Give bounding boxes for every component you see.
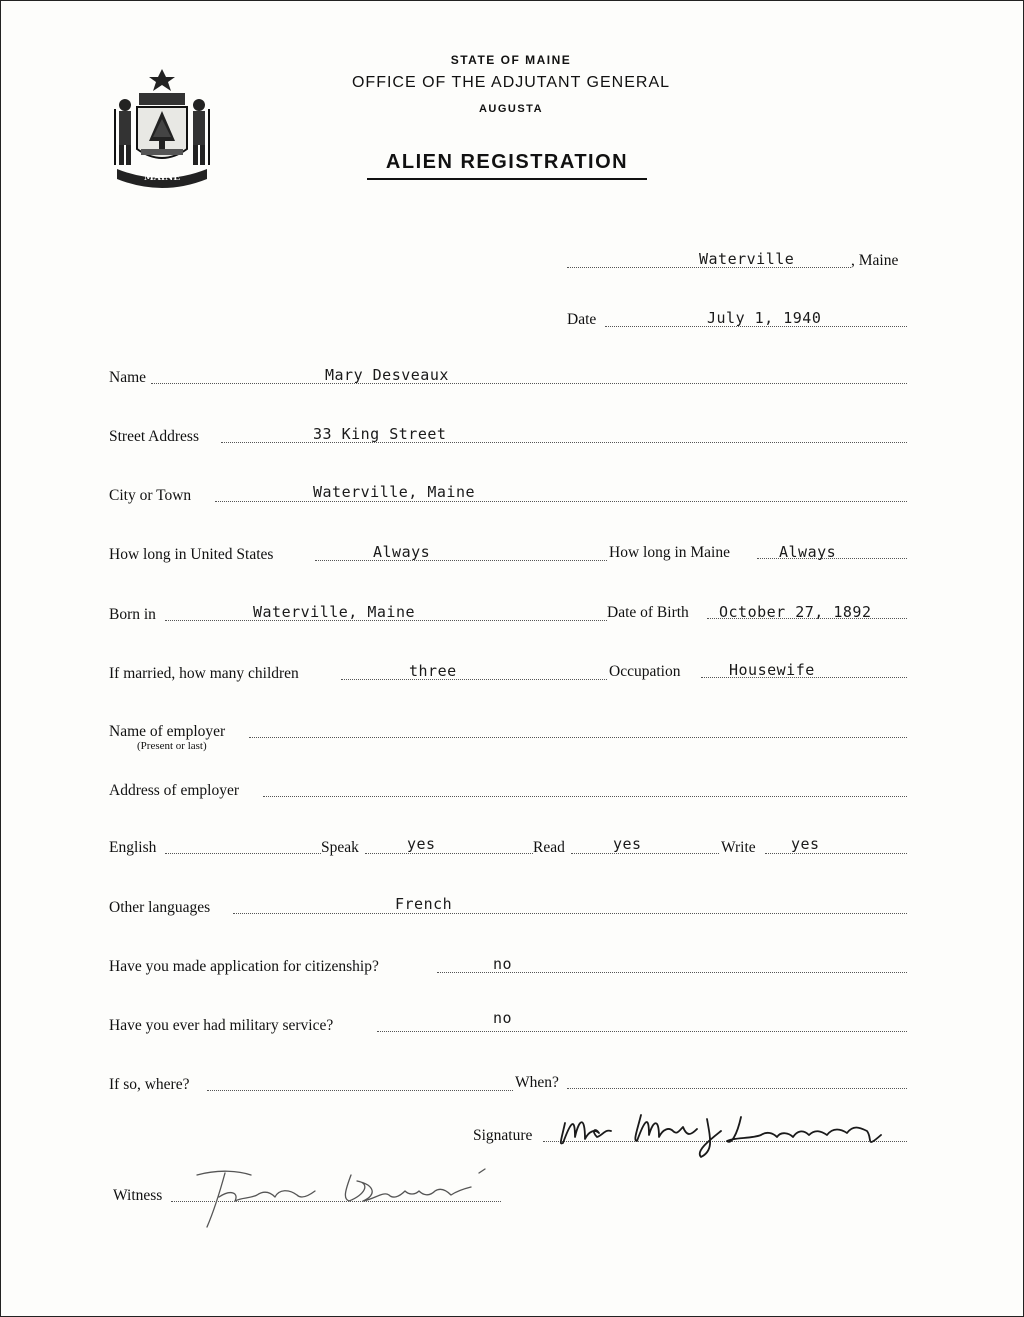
occupation-value: Housewife [729,661,815,679]
read-value: yes [613,835,642,853]
read-label: Read [533,839,565,856]
english-label: English [109,839,157,856]
children-label: If married, how many children [109,665,299,682]
date-label: Date [567,311,597,328]
where-label: If so, where? [109,1076,190,1093]
witness-signature [179,1161,499,1231]
city-value: Waterville, Maine [313,483,476,501]
speak-value: yes [407,835,436,853]
born-in-label: Born in [109,606,156,623]
svg-text:MAINE: MAINE [143,173,181,183]
when-line [567,1088,907,1089]
employer-line [249,737,907,738]
born-in-value: Waterville, Maine [253,603,416,621]
speak-line [365,853,533,854]
write-value: yes [791,835,820,853]
how-long-us-value: Always [373,543,431,561]
children-line [341,679,607,680]
name-label: Name [109,369,147,386]
employer-sublabel: (Present or last) [137,740,207,752]
occupation-label: Occupation [609,663,681,680]
other-languages-value: French [395,895,453,913]
citizenship-label: Have you made application for citizenship? [109,958,379,975]
city-heading: AUGUSTA [478,103,544,115]
employer-address-line [263,796,907,797]
state-suffix-label: , Maine [851,252,899,269]
write-line [765,853,907,854]
name-value: Mary Desveaux [325,366,449,384]
speak-label: Speak [321,839,359,856]
how-long-us-label: How long in United States [109,546,274,563]
office-heading: OFFICE OF THE ADJUTANT GENERAL [351,74,671,91]
date-value: July 1, 1940 [707,309,822,327]
employer-label: Name of employer [109,723,226,740]
street-label: Street Address [109,428,199,445]
military-line [377,1031,907,1032]
military-label: Have you ever had military service? [109,1017,334,1034]
military-value: no [493,1009,513,1027]
dob-value: October 27, 1892 [719,603,872,621]
other-languages-label: Other languages [109,899,211,916]
where-line [207,1090,513,1091]
street-value: 33 King Street [313,425,447,443]
citizenship-value: no [493,955,513,973]
witness-label: Witness [113,1187,163,1204]
dob-label: Date of Birth [607,604,689,621]
how-long-maine-label: How long in Maine [609,544,730,561]
when-label: When? [515,1074,559,1091]
english-line [165,853,321,854]
write-label: Write [721,839,756,856]
children-value: three [409,662,457,680]
applicant-signature [541,1101,911,1161]
state-heading: STATE OF MAINE [450,53,572,67]
how-long-us-line [315,560,607,561]
form-title: ALIEN REGISTRATION [367,151,647,180]
other-languages-line [233,913,907,914]
how-long-maine-value: Always [779,543,837,561]
maine-state-seal [109,67,215,189]
city-line [215,501,907,502]
town-value: Waterville [699,250,795,268]
signature-label: Signature [473,1127,533,1144]
employer-address-label: Address of employer [109,782,239,799]
read-line [571,853,719,854]
city-label: City or Town [109,487,192,504]
name-line [151,383,907,384]
